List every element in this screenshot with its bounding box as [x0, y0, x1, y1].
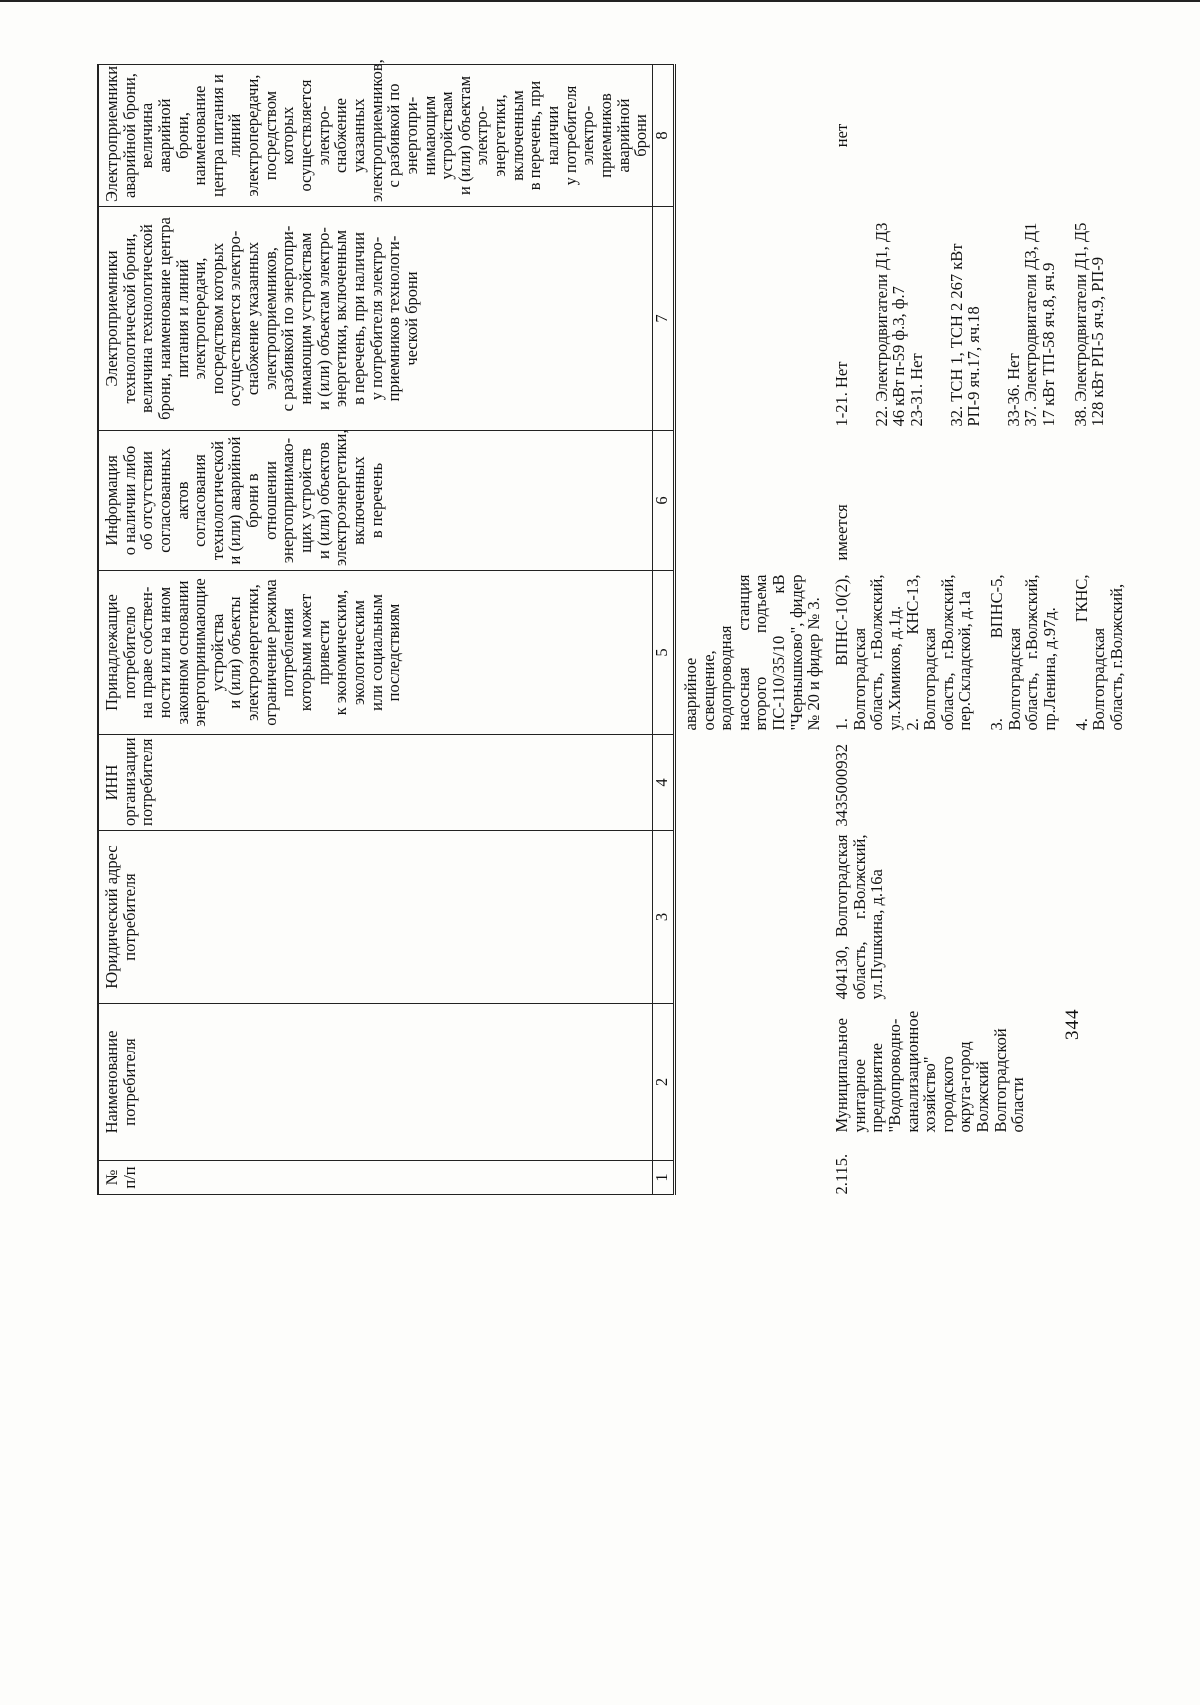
header-inn: ИНН организации потребителя [98, 735, 652, 831]
inn: 3435000932 [831, 744, 851, 827]
column-number: 7 [652, 207, 674, 431]
device-item: 4. ГКНС, Волгоградская область, г.Волжский, [1071, 574, 1126, 731]
emergency-reserve: нет [831, 123, 851, 148]
column-number-row [652, 65, 674, 1195]
tech-reserve-list [825, 207, 1128, 431]
header-row [98, 65, 652, 1195]
header-tech-reserve: Электроприемники технологической брони, величина технологической брони, наименование центра питания и линий электропередачи, посредством которых осуществляется электро- снабжение указанных электроприемников, с разбивкой по энергопри- нимающим устройствам и (или) объектам электро- энергетики, включенным в перечень, при наличии у потребителя электро- приемников технологи- ческой брони [98, 207, 652, 431]
tech-item: 1-21. Нет [831, 361, 851, 427]
row-number: 2.115. [831, 1153, 851, 1195]
tech-item: 23-31. Нет [906, 353, 926, 427]
header-acts: Информация о наличии либо об отсутствии согласованных актов согласования технологической и (или) аварийной брони в отношении энергопринимаю- щих устройств и (или) объектов электроэнергетики, включенных в перечень [98, 431, 652, 571]
consumer-table [97, 59, 1128, 1195]
page-number: 344 [1062, 1008, 1083, 1040]
column-number: 6 [652, 431, 674, 571]
device-item: 3. ВПНС-5, Волгоградская область, г.Волжский, пр.Ленина, д.97д. [987, 574, 1060, 731]
column-number: 4 [652, 735, 674, 831]
column-number: 5 [652, 571, 674, 735]
tech-item: 32. ТСН 1, ТСН 2 267 кВт РП-9 яч.17, яч.18 [946, 243, 984, 427]
column-number: 8 [652, 65, 674, 207]
consumer-name: Муниципальное унитарное предприятие "Водопроводно-канализационное хозяйство" городского округа-город Волжский Волгоградской области [831, 1010, 1028, 1133]
tech-item: 22. Электродвигатели Д1, Д3 46 кВт п-59 ф.3, ф.7 [871, 222, 909, 427]
table-row [825, 65, 1128, 1195]
device-item: 1. ВПНС-10(2), Волгоградская область, г.Волжский, ул.Химиков, д.1д. [831, 574, 904, 731]
rotated-table-sheet [97, 59, 1126, 1195]
header-legal-address: Юридический адрес потребителя [98, 831, 652, 1004]
column-number: 3 [652, 831, 674, 1004]
tech-item: 38. Электродвигатели Д1, Д5 128 кВт РП-5 яч.9, РП-9 [1070, 222, 1108, 427]
continuation-devices: аварийное освещение, водопроводная насосная станция второго подъема ПС-110/35/10 кВ "Чернышково", фидер № 20 и фидер № 3. [680, 574, 824, 731]
acts-status: имеется [831, 504, 851, 561]
legal-address: 404130, Волгоградская область, г.Волжский, ул.Пушкина, д.16а [831, 834, 887, 1000]
header-number: № п/п [98, 1161, 652, 1195]
tech-item: 33-36. Нет [1003, 353, 1023, 427]
column-number: 1 [652, 1161, 674, 1195]
scan-top-edge [0, 0, 1200, 2]
header-emergency-reserve: Электроприемники аварийной брони, величина аварийной брони, наименование центра питания и линий электропередачи, посредством которых осуществляется электро- снабжение указанных электроприемников, с разбивкой по энергопри- нимающим устройствам и (или) объектам электро- энергетики, включенным в перечень, при наличии у потребителя электро- приемников аварийной брони [98, 65, 652, 207]
header-consumer-name: Наименование потребителя [98, 1004, 652, 1161]
devices-list [825, 571, 1128, 735]
column-number: 2 [652, 1004, 674, 1161]
continuation-row [674, 65, 825, 1195]
device-item: 2. КНС-13, Волгоградская область, г.Волжский, пер.Складской, д.1а [902, 574, 975, 731]
tech-item: 37. Электродвигатели Д3, Д1 17 кВт ТП-58 яч.8, яч.9 [1021, 222, 1059, 427]
header-devices: Принадлежащие потребителю на праве собствен- ности или на ином законном основании энергопринимающие устройства и (или) объекты электроэнергетики, ограничение режима потребления которыми может привести к экономическим, экологическим или социальным последствиям [98, 571, 652, 735]
